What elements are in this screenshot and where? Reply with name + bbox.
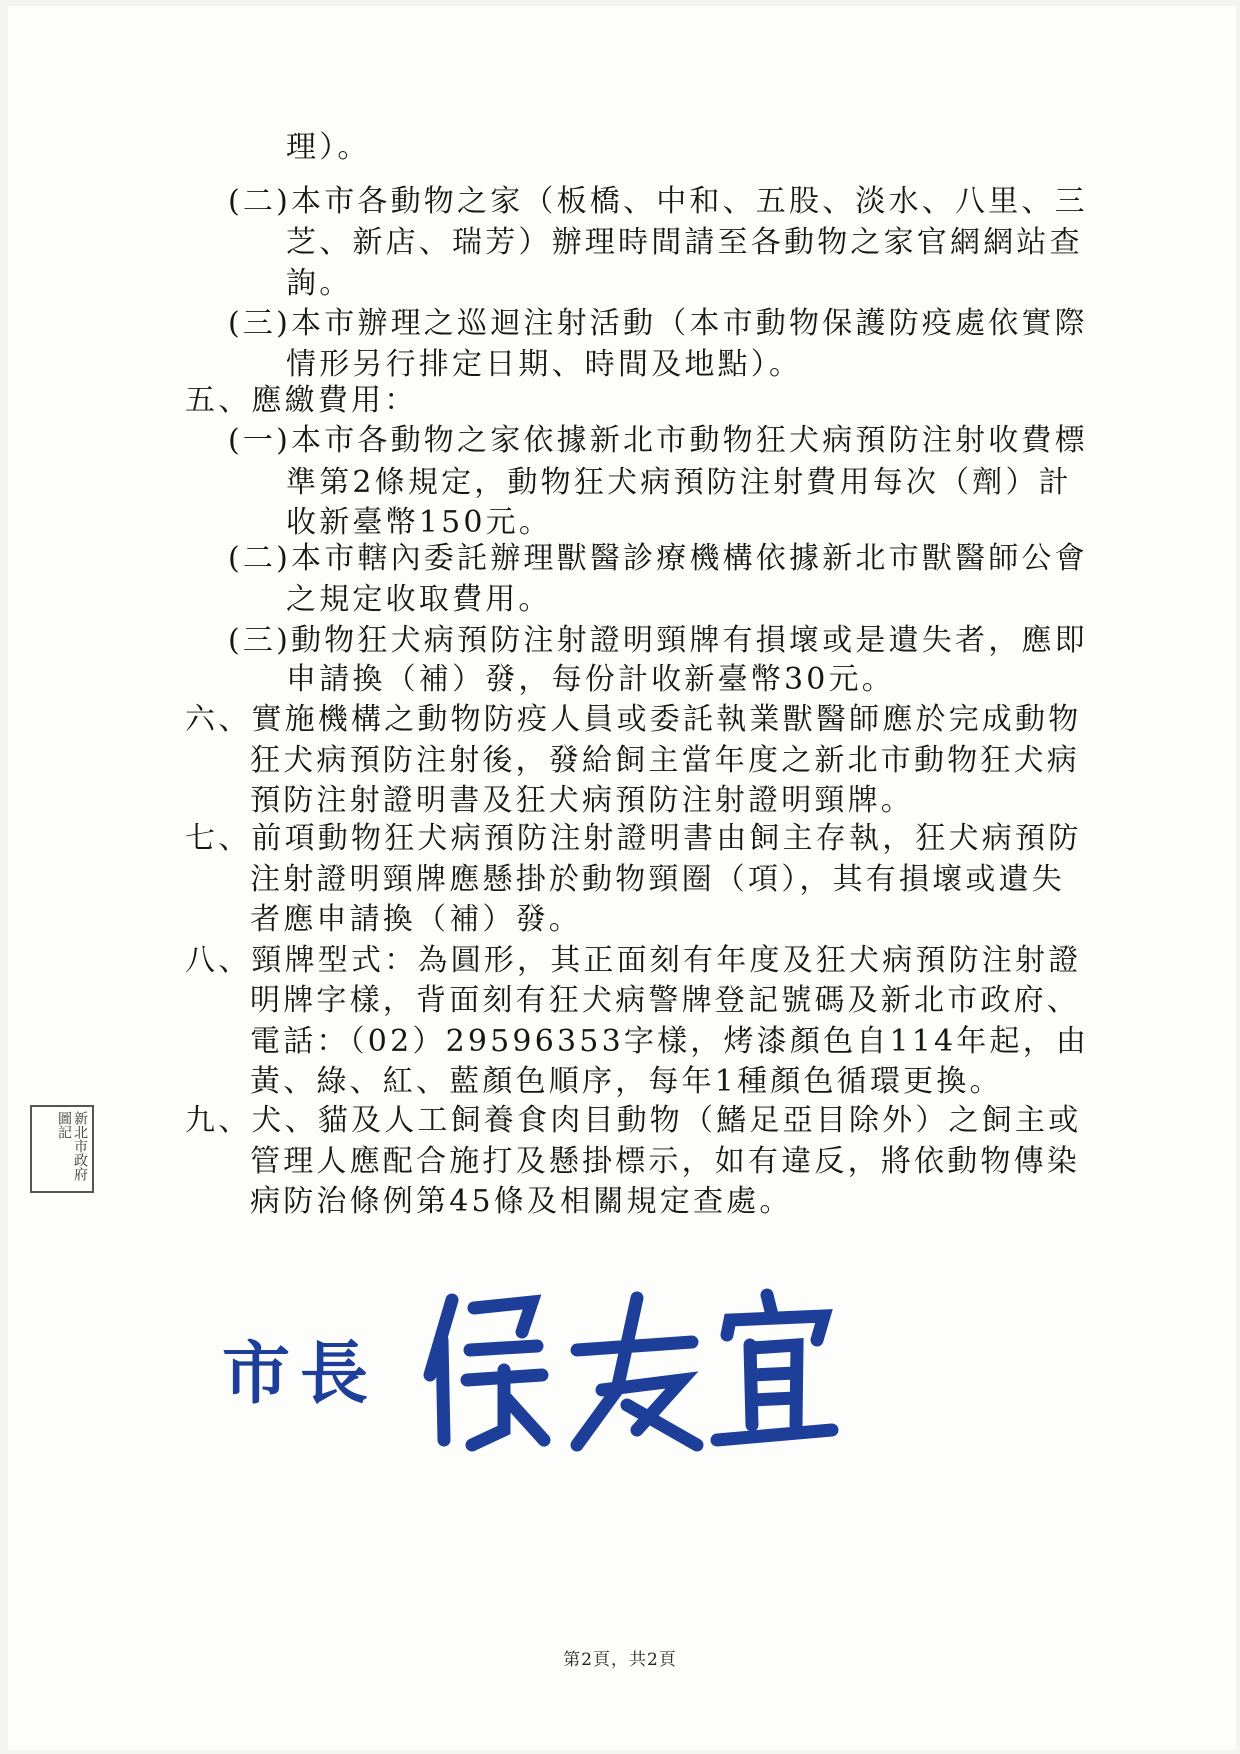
text-line: 之規定收取費用。 [286,582,552,617]
text-line: 預防注射證明書及狂犬病預防注射證明頸牌。 [250,783,914,818]
section-heading: 五、應繳費用： [185,383,418,418]
text-line: 詢。 [286,266,353,301]
mayor-title: 市長 [222,1334,379,1414]
handwritten-signature [412,1280,852,1460]
text-line: 理）。 [286,130,371,165]
text-line: 管理人應配合施打及懸掛標示，如有違反，將依動物傳染 [250,1144,1080,1179]
page-number: 第2頁，共2頁 [563,1650,677,1670]
text-line: 狂犬病預防注射後，發給飼主當年度之新北市動物狂犬病 [250,743,1080,778]
section-heading: 八、頸牌型式：為圓形，其正面刻有年度及狂犬病預防注射證 [185,943,1082,978]
text-line: (二)本市各動物之家（板橋、中和、五股、淡水、八里、三 [228,184,1088,219]
text-line: 收新臺幣150元。 [286,505,553,540]
section-heading: 七、前項動物狂犬病預防注射證明書由飼主存執，狂犬病預防 [185,821,1082,856]
text-line: 情形另行排定日期、時間及地點）。 [286,347,803,382]
text-line: (三)動物狂犬病預防注射證明頸牌有損壞或是遺失者，應即 [228,623,1088,658]
text-line: 者應申請換（補）發。 [250,902,582,937]
text-line: (二)本市轄內委託辦理獸醫診療機構依據新北市獸醫師公會 [228,541,1088,576]
section-heading: 六、實施機構之動物防疫人員或委託執業獸醫師應於完成動物 [185,702,1082,737]
text-line: 黃、綠、紅、藍顏色順序，每年1種顏色循環更換。 [250,1064,1003,1099]
section-heading: 九、犬、貓及人工飼養食肉目動物（鰭足亞目除外）之飼主或 [185,1103,1082,1138]
text-line: 注射證明頸牌應懸掛於動物頸圈（項），其有損壞或遺失 [250,862,1065,897]
seal-stamp-text: 新北市政府圖記 [56,1111,88,1181]
text-line: 芝、新店、瑞芳）辦理時間請至各動物之家官網網站查 [286,225,1083,260]
text-line: 電話：（02）29596353字樣，烤漆顏色自114年起，由 [250,1024,1090,1059]
text-line: (一)本市各動物之家依據新北市動物狂犬病預防注射收費標 [228,423,1088,458]
seal-stamp [30,1105,94,1193]
text-line: (三)本市辦理之巡迴注射活動（本市動物保護防疫處依實際 [228,306,1088,341]
text-line: 明牌字樣，背面刻有狂犬病警牌登記號碼及新北市政府、 [250,983,1080,1018]
text-line: 準第2條規定，動物狂犬病預防注射費用每次（劑）計 [286,465,1072,500]
text-line: 病防治條例第45條及相關規定查處。 [250,1184,793,1219]
text-line: 申請換（補）發，每份計收新臺幣30元。 [286,662,895,697]
